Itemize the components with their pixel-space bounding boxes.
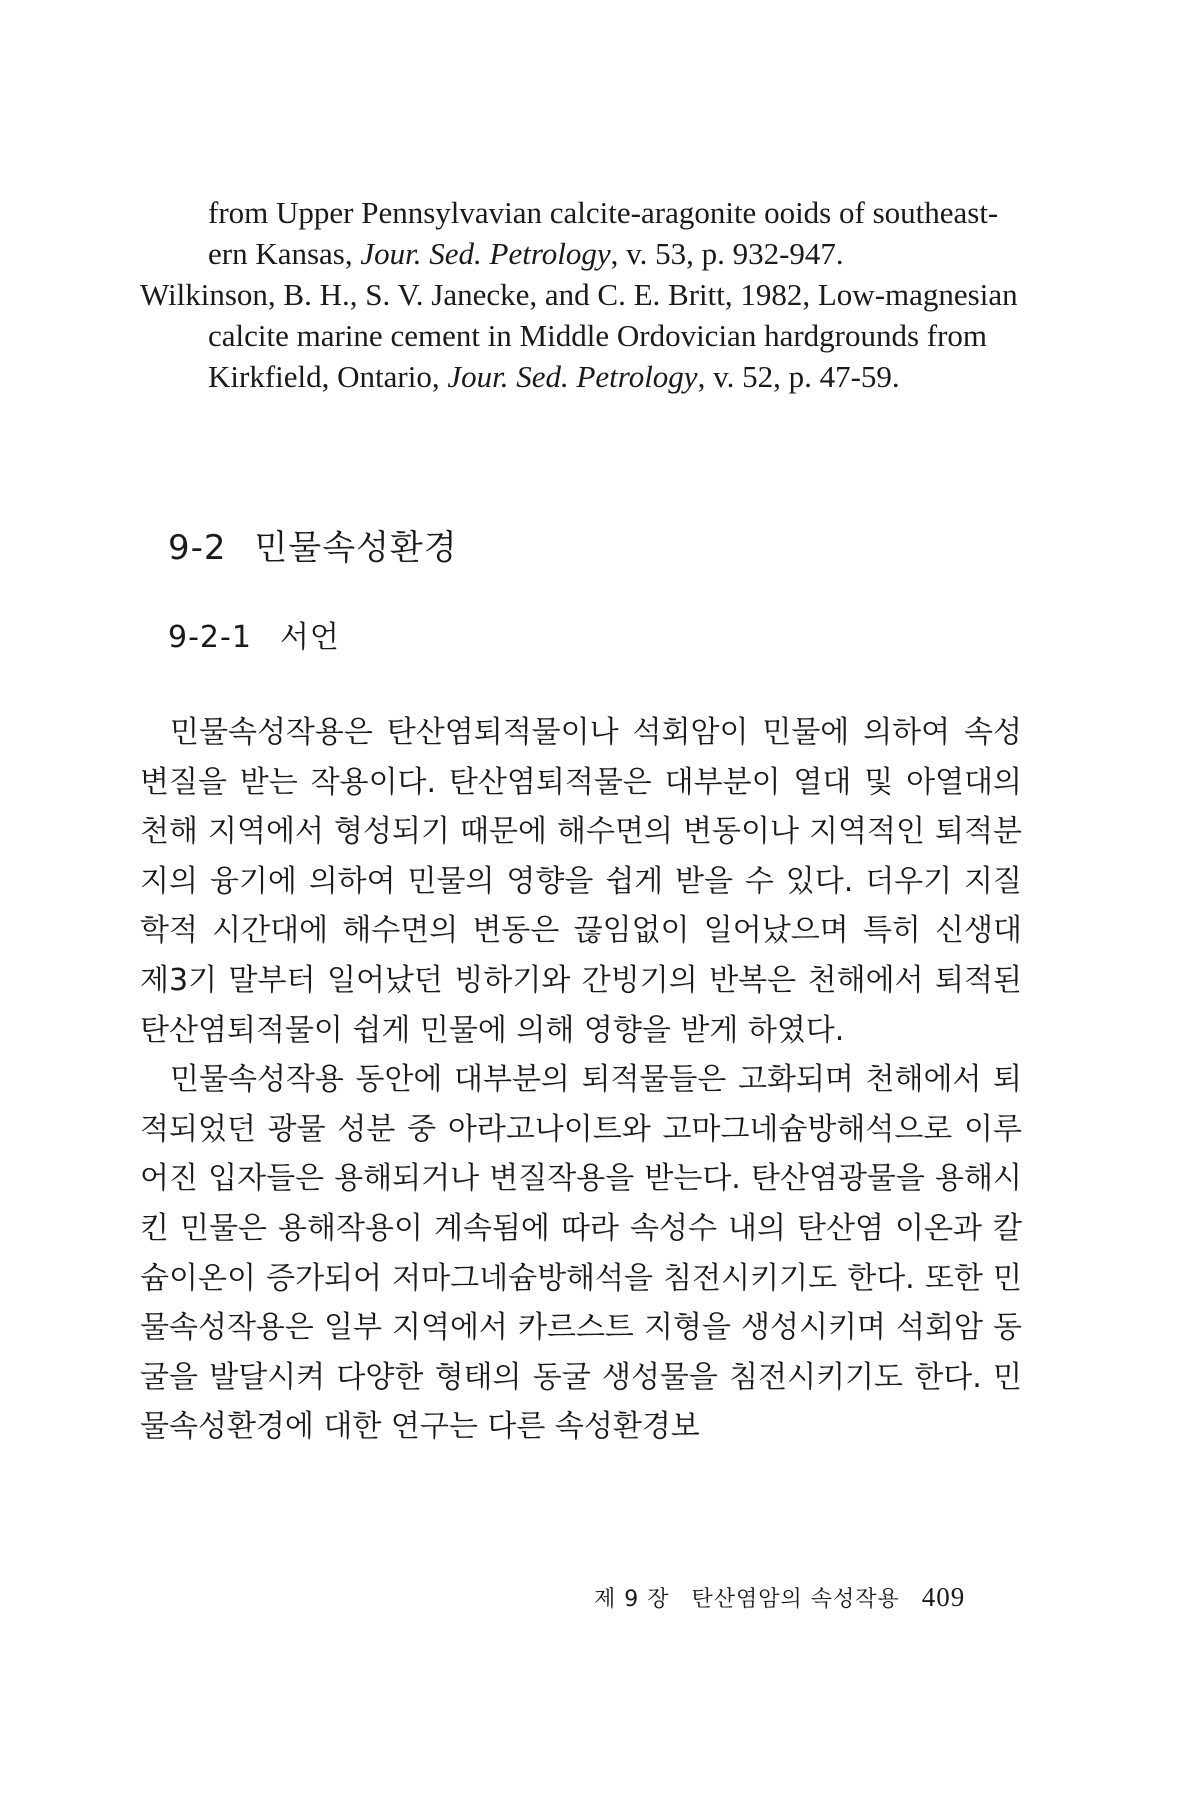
subsection-title: 서언 [279,620,340,655]
subsection-heading [168,612,340,656]
subsection-number: 9-2-1 [168,620,252,655]
reference-list [140,192,1020,397]
reference-text: , v. 52, p. 47-59. [697,359,900,394]
section-number: 9-2 [168,528,227,568]
paragraph: 민물속성작용은 탄산염퇴적물이나 석회암이 민물에 의하여 속성변질을 받는 작용이다. 탄산염퇴적물은 대부분이 열대 및 아열대의 천해 지역에서 형성되기 때문에 해수면의 변동이나 지역적인 퇴적분지의 융기에 의하여 민물의 영향을 쉽게 받을 수 있다. 더우기 지질학적 시간대에 해수면의 변동은 끊임없이 일어났으며 특히 신생대 제3기 말부터 일어났던 빙하기와 간빙기의 반복은 천해에서 퇴적된 탄산염퇴적물이 쉽게 민물에 의해 영향을 받게 하였다. [140,715,1022,1048]
journal-name: Jour. Sed. Petrology [447,359,698,394]
reference-text: , v. 53, p. 932-947. [610,236,844,271]
page-footer [594,1582,965,1613]
section-heading [168,520,458,569]
body-text [140,708,1022,1452]
reference-entry [140,274,1020,397]
reference-entry [140,192,1020,274]
chapter-label: 제 9 장 [594,1587,670,1612]
chapter-title: 탄산염암의 속성작용 [691,1587,900,1612]
journal-name: Jour. Sed. Petrology [360,236,611,271]
reference-text: Wilkinson, B. H., S. V. Janecke, and C. E. Britt, 1982, Low-magnesian calcite marine cement in Middle Ordovician hardgrounds from Kirkfield, Ontario, [140,277,1018,394]
paragraph: 민물속성작용 동안에 대부분의 퇴적물들은 고화되며 천해에서 퇴적되었던 광물 성분 중 아라고나이트와 고마그네슘방해석으로 이루어진 입자들은 용해되거나 변질작용을 받는다. 탄산염광물을 용해시킨 민물은 용해작용이 계속됨에 따라 속성수 내의 탄산염 이온과 칼슘이온이 증가되어 저마그네슘방해석을 침전시키기도 한다. 또한 민물속성작용은 일부 지역에서 카르스트 지형을 생성시키며 석회암 동굴을 발달시켜 다양한 형태의 동굴 생성물을 침전시키기도 한다. 민물속성환경에 대한 연구는 다른 속성환경보 [140,1062,1022,1445]
page-number: 409 [921,1582,966,1612]
section-title: 민물속성환경 [254,528,458,568]
reference-text: from Upper Pennsylvavian calcite-aragonite ooids of southeast-ern Kansas, [208,195,999,271]
